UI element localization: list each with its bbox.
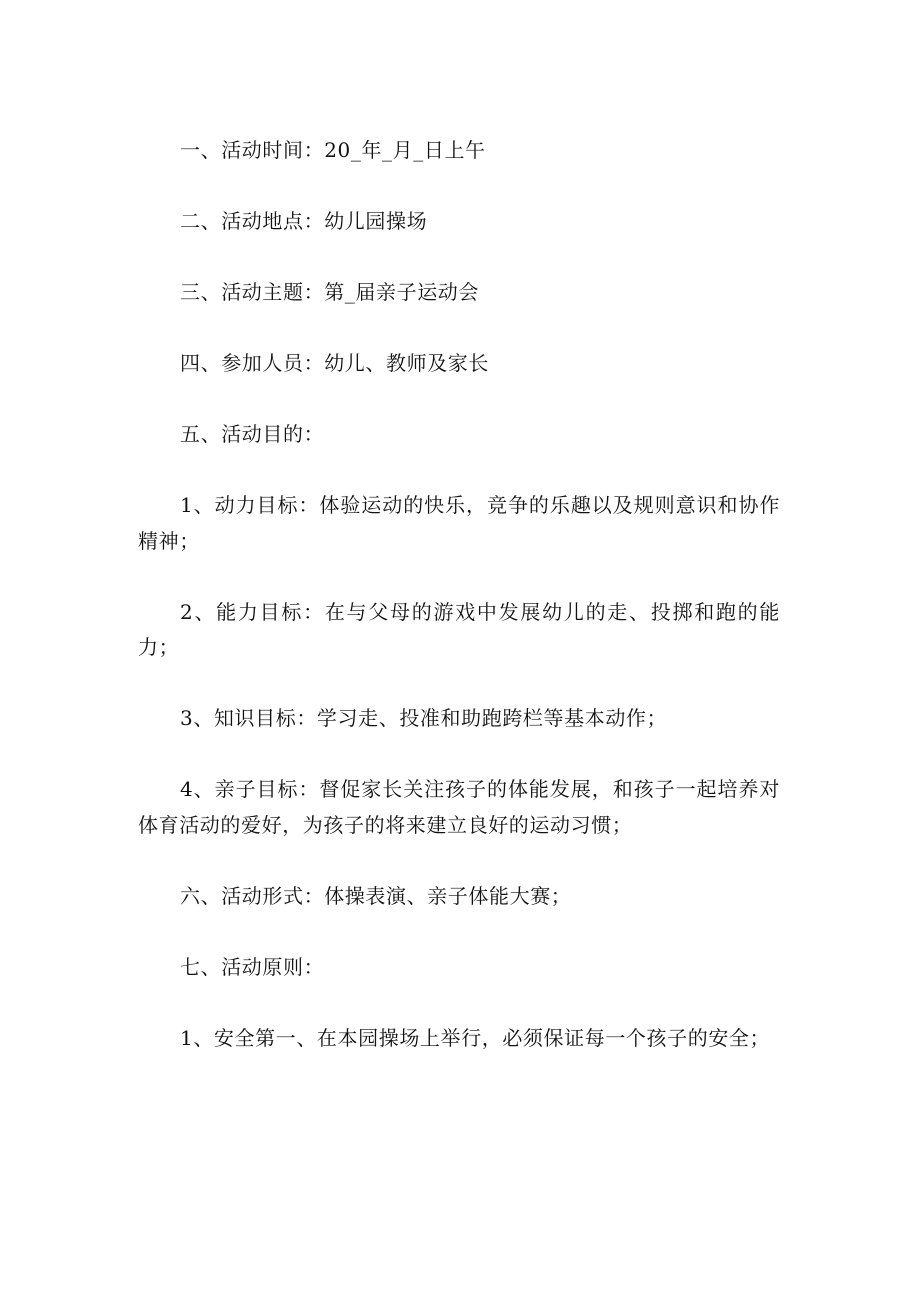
paragraph-principle-1: 1、安全第一、在本园操场上举行，必须保证每一个孩子的安全；: [180, 1025, 771, 1050]
paragraph-activity-location: 二、活动地点：幼儿园操场: [180, 209, 428, 233]
paragraph-activity-goals: 五、活动目的：: [180, 422, 325, 446]
paragraph-goal-3: 3、知识目标：学习走、投准和助跑跨栏等基本动作；: [180, 706, 668, 730]
paragraph-activity-form: 六、活动形式：体操表演、亲子体能大赛；: [180, 883, 572, 908]
paragraph-activity-time: 一、活动时间：20_年_月_日上午: [180, 138, 486, 162]
paragraph-participants: 四、参加人员：幼儿、教师及家长: [180, 351, 489, 375]
paragraph-goal-1: 1、动力目标：体验运动的快乐，竞争的乐趣以及规则意识和协作精神；: [138, 493, 780, 553]
paragraph-goal-4: 4、亲子目标：督促家长关注孩子的体能发展，和孩子一起培养对体育活动的爱好，为孩子的将来建立良好的运动习惯；: [138, 777, 780, 837]
paragraph-activity-theme: 三、活动主题：第_届亲子运动会: [180, 280, 479, 304]
paragraph-activity-principles: 七、活动原则：: [180, 954, 325, 979]
paragraph-goal-2: 2、能力目标：在与父母的游戏中发展幼儿的走、投掷和跑的能力；: [138, 599, 780, 659]
